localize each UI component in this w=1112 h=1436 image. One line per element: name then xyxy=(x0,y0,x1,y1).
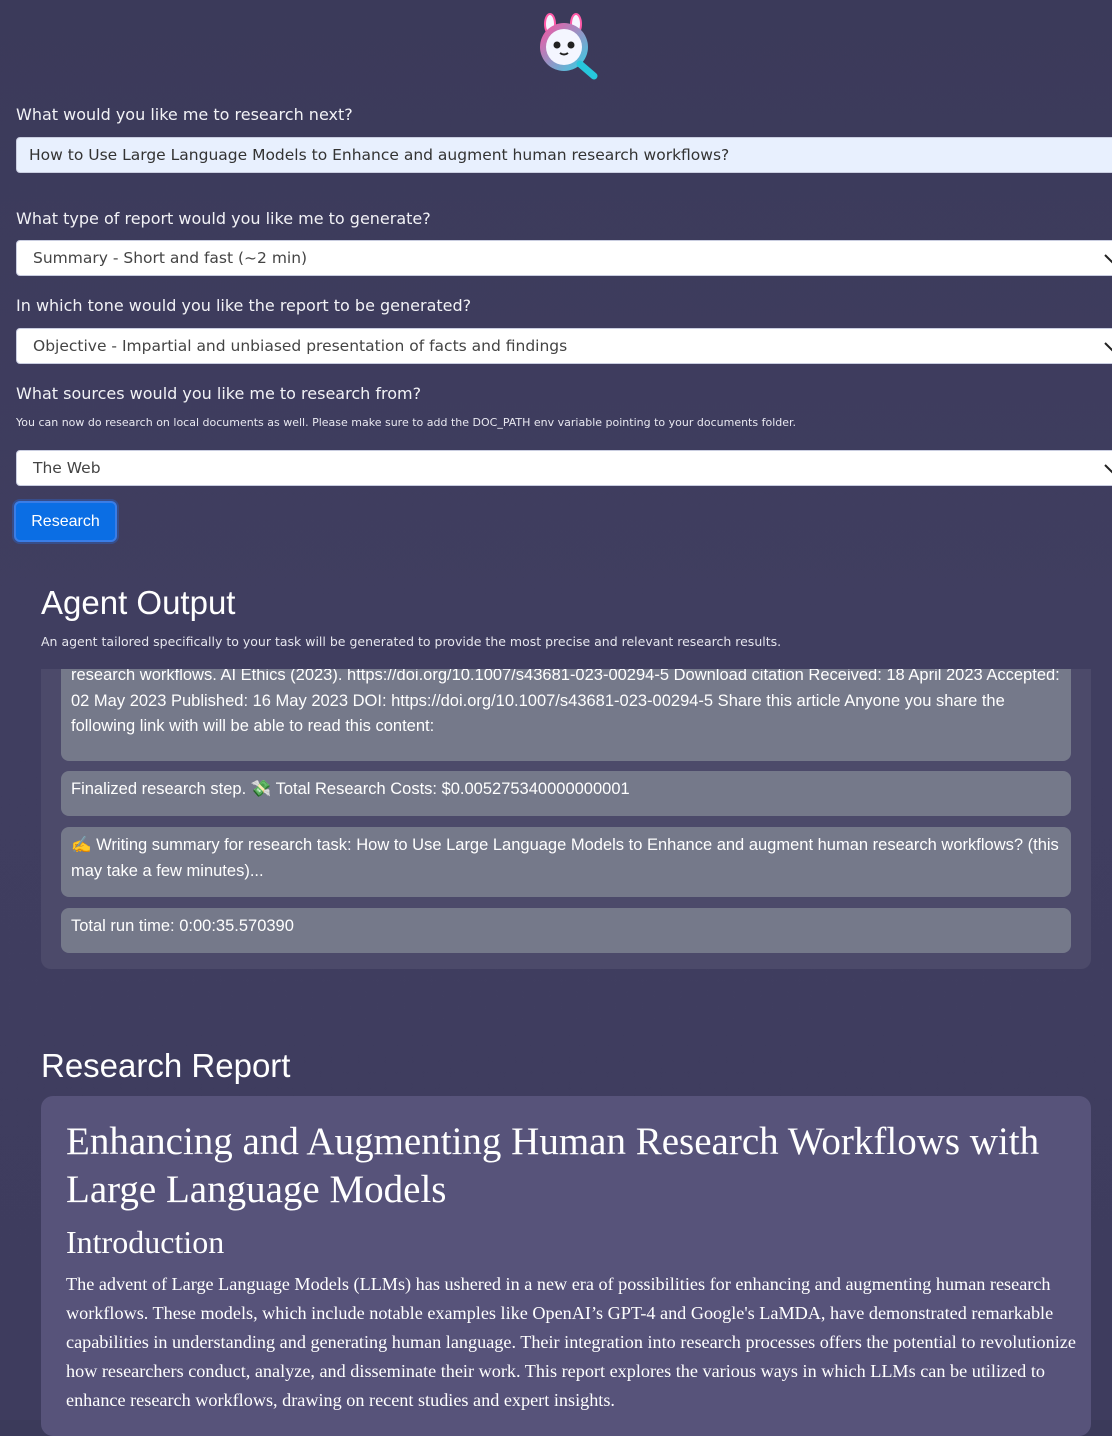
query-input[interactable]: How to Use Large Language Models to Enhance and augment human research workflows? xyxy=(16,137,1112,173)
log-entry: research workflows. AI Ethics (2023). https://doi.org/10.1007/s43681-023-00294-5 Download citation Received: 18 April 2023 Accepted: 02 May 2023 Published: 16 May 2023 DOI: https://doi.org/10.1007/s43681-023-00294-5 Share this article Anyone you share the following link with will be able to read this content: xyxy=(61,669,1071,761)
log-entry: Total run time: 0:00:35.570390 xyxy=(61,908,1071,953)
agent-output-title: Agent Output xyxy=(41,584,236,621)
agent-output-log[interactable] xyxy=(41,669,1091,969)
chevron-down-icon xyxy=(1101,460,1112,478)
sources-hint: You can now do research on local documents as well. Please make sure to add the DOC_PATH env variable pointing to your documents folder. xyxy=(16,416,797,429)
sources-label: What sources would you like me to research from? xyxy=(16,384,422,403)
app-logo xyxy=(534,12,598,80)
log-entry: ✍️ Writing summary for research task: How to Use Large Language Models to Enhance and augment human research workflows? (this may take a few minutes)... xyxy=(61,827,1071,897)
tone-value: Objective - Impartial and unbiased presentation of facts and findings xyxy=(33,337,568,355)
tone-select[interactable] xyxy=(16,328,1112,364)
report-heading: Enhancing and Augmenting Human Research Workflows with Large Language Models xyxy=(66,1120,1040,1211)
chevron-down-icon xyxy=(1101,338,1112,356)
report-type-select[interactable] xyxy=(16,240,1112,276)
agent-output-subtitle: An agent tailored specifically to your task will be generated to provide the most precise and relevant research results. xyxy=(41,634,782,649)
log-entry: Finalized research step. 💸 Total Research Costs: $0.005275340000000001 xyxy=(61,771,1071,816)
report-intro-heading: Introduction xyxy=(66,1224,225,1260)
query-label: What would you like me to research next? xyxy=(16,105,353,124)
rabbit-magnifier-logo-icon xyxy=(534,12,598,80)
report-type-label: What type of report would you like me to generate? xyxy=(16,209,431,228)
report-type-value: Summary - Short and fast (~2 min) xyxy=(33,249,308,267)
report-intro-text: The advent of Large Language Models (LLMs) has ushered in a new era of possibilities for enhancing and augmenting human research workflows. These models, which include notable examples like OpenAI’s GPT-4 and Google's LaMDA, have demonstrated remarkable capabilities in understanding and generating human language. Their integration into research processes offers the potential to revolutionize how researchers conduct, analyze, and disseminate their work. This report explores the various ways in which LLMs can be utilized to enhance research workflows, drawing on recent studies and expert insights. xyxy=(66,1274,1076,1410)
tone-label: In which tone would you like the report to be generated? xyxy=(16,296,472,315)
sources-select[interactable] xyxy=(16,450,1112,486)
sources-value: The Web xyxy=(33,459,101,477)
research-report-title: Research Report xyxy=(41,1047,291,1084)
chevron-down-icon xyxy=(1101,250,1112,268)
report-container xyxy=(41,1096,1091,1436)
research-button[interactable]: Research xyxy=(14,501,117,542)
